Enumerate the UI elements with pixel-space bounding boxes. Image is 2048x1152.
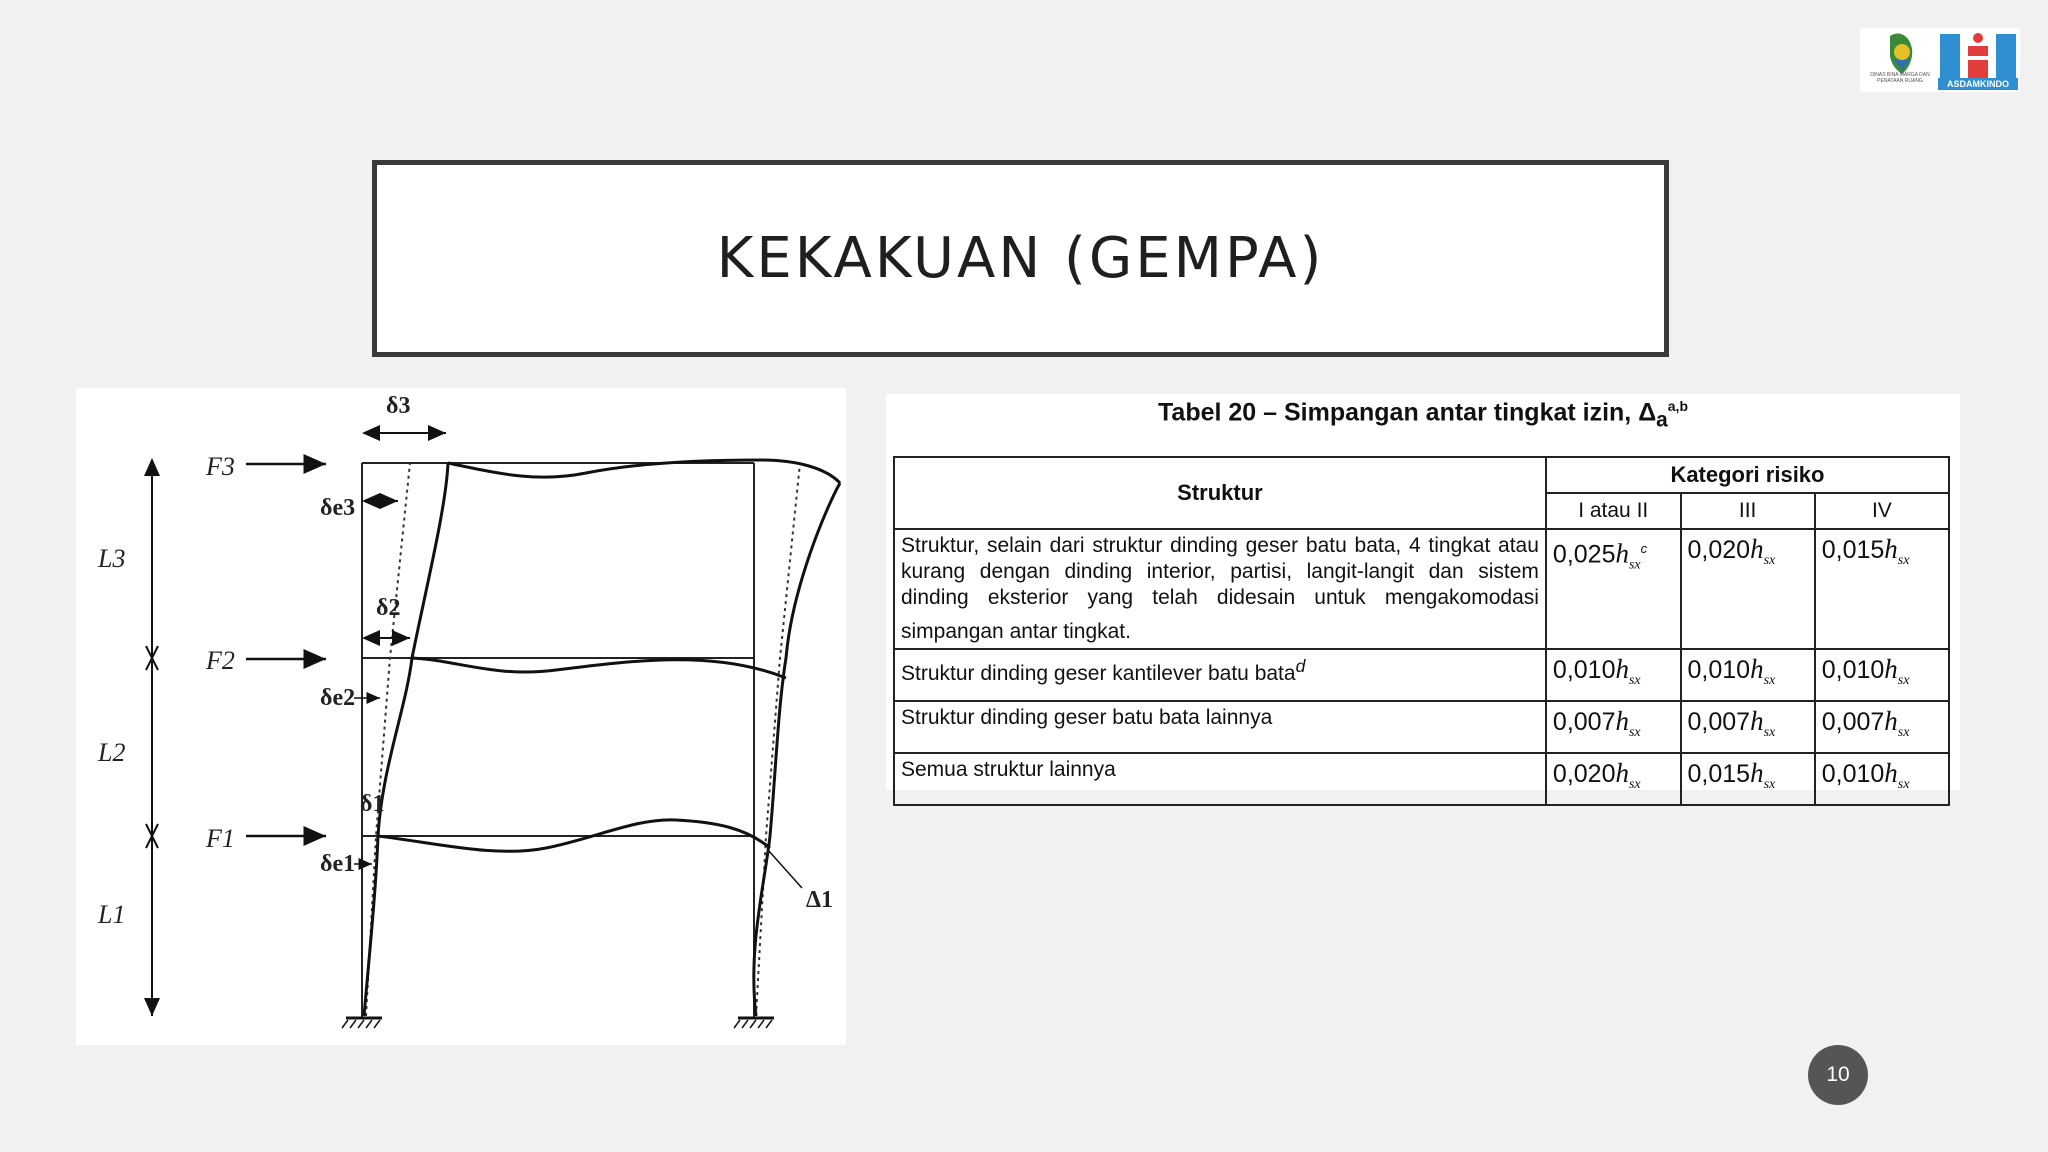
header-struktur: Struktur [894,457,1546,529]
title-box [372,160,1669,357]
level-label-l3: L3 [98,544,126,573]
level-label-l1: L1 [98,900,126,929]
value-cell: $0,007h_{sx}$ [1815,701,1949,753]
value-cell: $0,010h_{sx}$ [1681,649,1815,701]
logo-right-text: ASDAMKINDO [1938,78,2018,90]
value-cell: $0,007h_{sx}$ [1546,701,1681,753]
drift-label-delta1: Δ1 [806,887,834,913]
logo-left-text: DINAS BINA MARGA DAN PENATAAN RUANG [1870,72,1930,84]
value-cell: $0,025h_{sx}^c$ [1546,529,1681,649]
value-cell: $0,020h_{sx}$ [1546,753,1681,805]
table-row [894,701,1949,753]
slide-title: KEKAKUAN (GEMPA) [716,226,1325,291]
level-label-l2: L2 [98,738,126,767]
struktur-cell: Struktur dinding geser batu bata lainnya [894,701,1546,753]
drift-label-de2: δe2 [320,685,356,711]
table-caption: Tabel 20 – Simpangan antar tingkat izin, $\Delta_a^{a,b}$ [1158,398,1688,432]
table-row [894,529,1949,649]
value-cell: $0,010h_{sx}$ [1815,753,1949,805]
page-number-badge: 10 [1808,1045,1868,1105]
force-label-f3: F3 [206,452,235,481]
value-cell: $0,015h_{sx}$ [1815,529,1949,649]
value-cell: $0,010h_{sx}$ [1546,649,1681,701]
force-label-f1: F1 [206,824,235,853]
table-row [894,753,1949,805]
drift-label-d1: δ1 [360,791,385,817]
force-label-f2: F2 [206,646,235,675]
struktur-cell: Struktur dinding geser kantilever batu bata$^d$ [894,649,1546,701]
value-cell: $0,007h_{sx}$ [1681,701,1815,753]
value-cell: $0,010h_{sx}$ [1815,649,1949,701]
drift-limit-table [893,456,1950,806]
logo-group [1860,28,2020,92]
drift-label-d2: δ2 [376,595,401,621]
drift-label-de3: δe3 [320,495,356,521]
struktur-cell: Semua struktur lainnya [894,753,1546,805]
frame-drift-diagram [76,388,846,1045]
value-cell: $0,020h_{sx}$ [1681,529,1815,649]
header-kategori-risiko: Kategori risiko [1546,457,1949,493]
struktur-cell: Struktur, selain dari struktur dinding geser batu bata, 4 tingkat atau kurang dengan dinding interior, partisi, langit-langit dan sistem dinding eksterior yang telah didesain untuk mengakomodasi simpangan antar tingkat. [894,529,1546,649]
value-cell: $0,015h_{sx}$ [1681,753,1815,805]
header-risk-iv: IV [1815,493,1949,529]
header-risk-i-ii: I atau II [1546,493,1681,529]
drift-label-de1: δe1 [320,851,356,877]
drift-limit-table-panel [886,394,1960,790]
header-risk-iii: III [1681,493,1815,529]
drift-label-d3: δ3 [386,393,411,419]
frame-drawing [76,388,846,1045]
table-row [894,649,1949,701]
